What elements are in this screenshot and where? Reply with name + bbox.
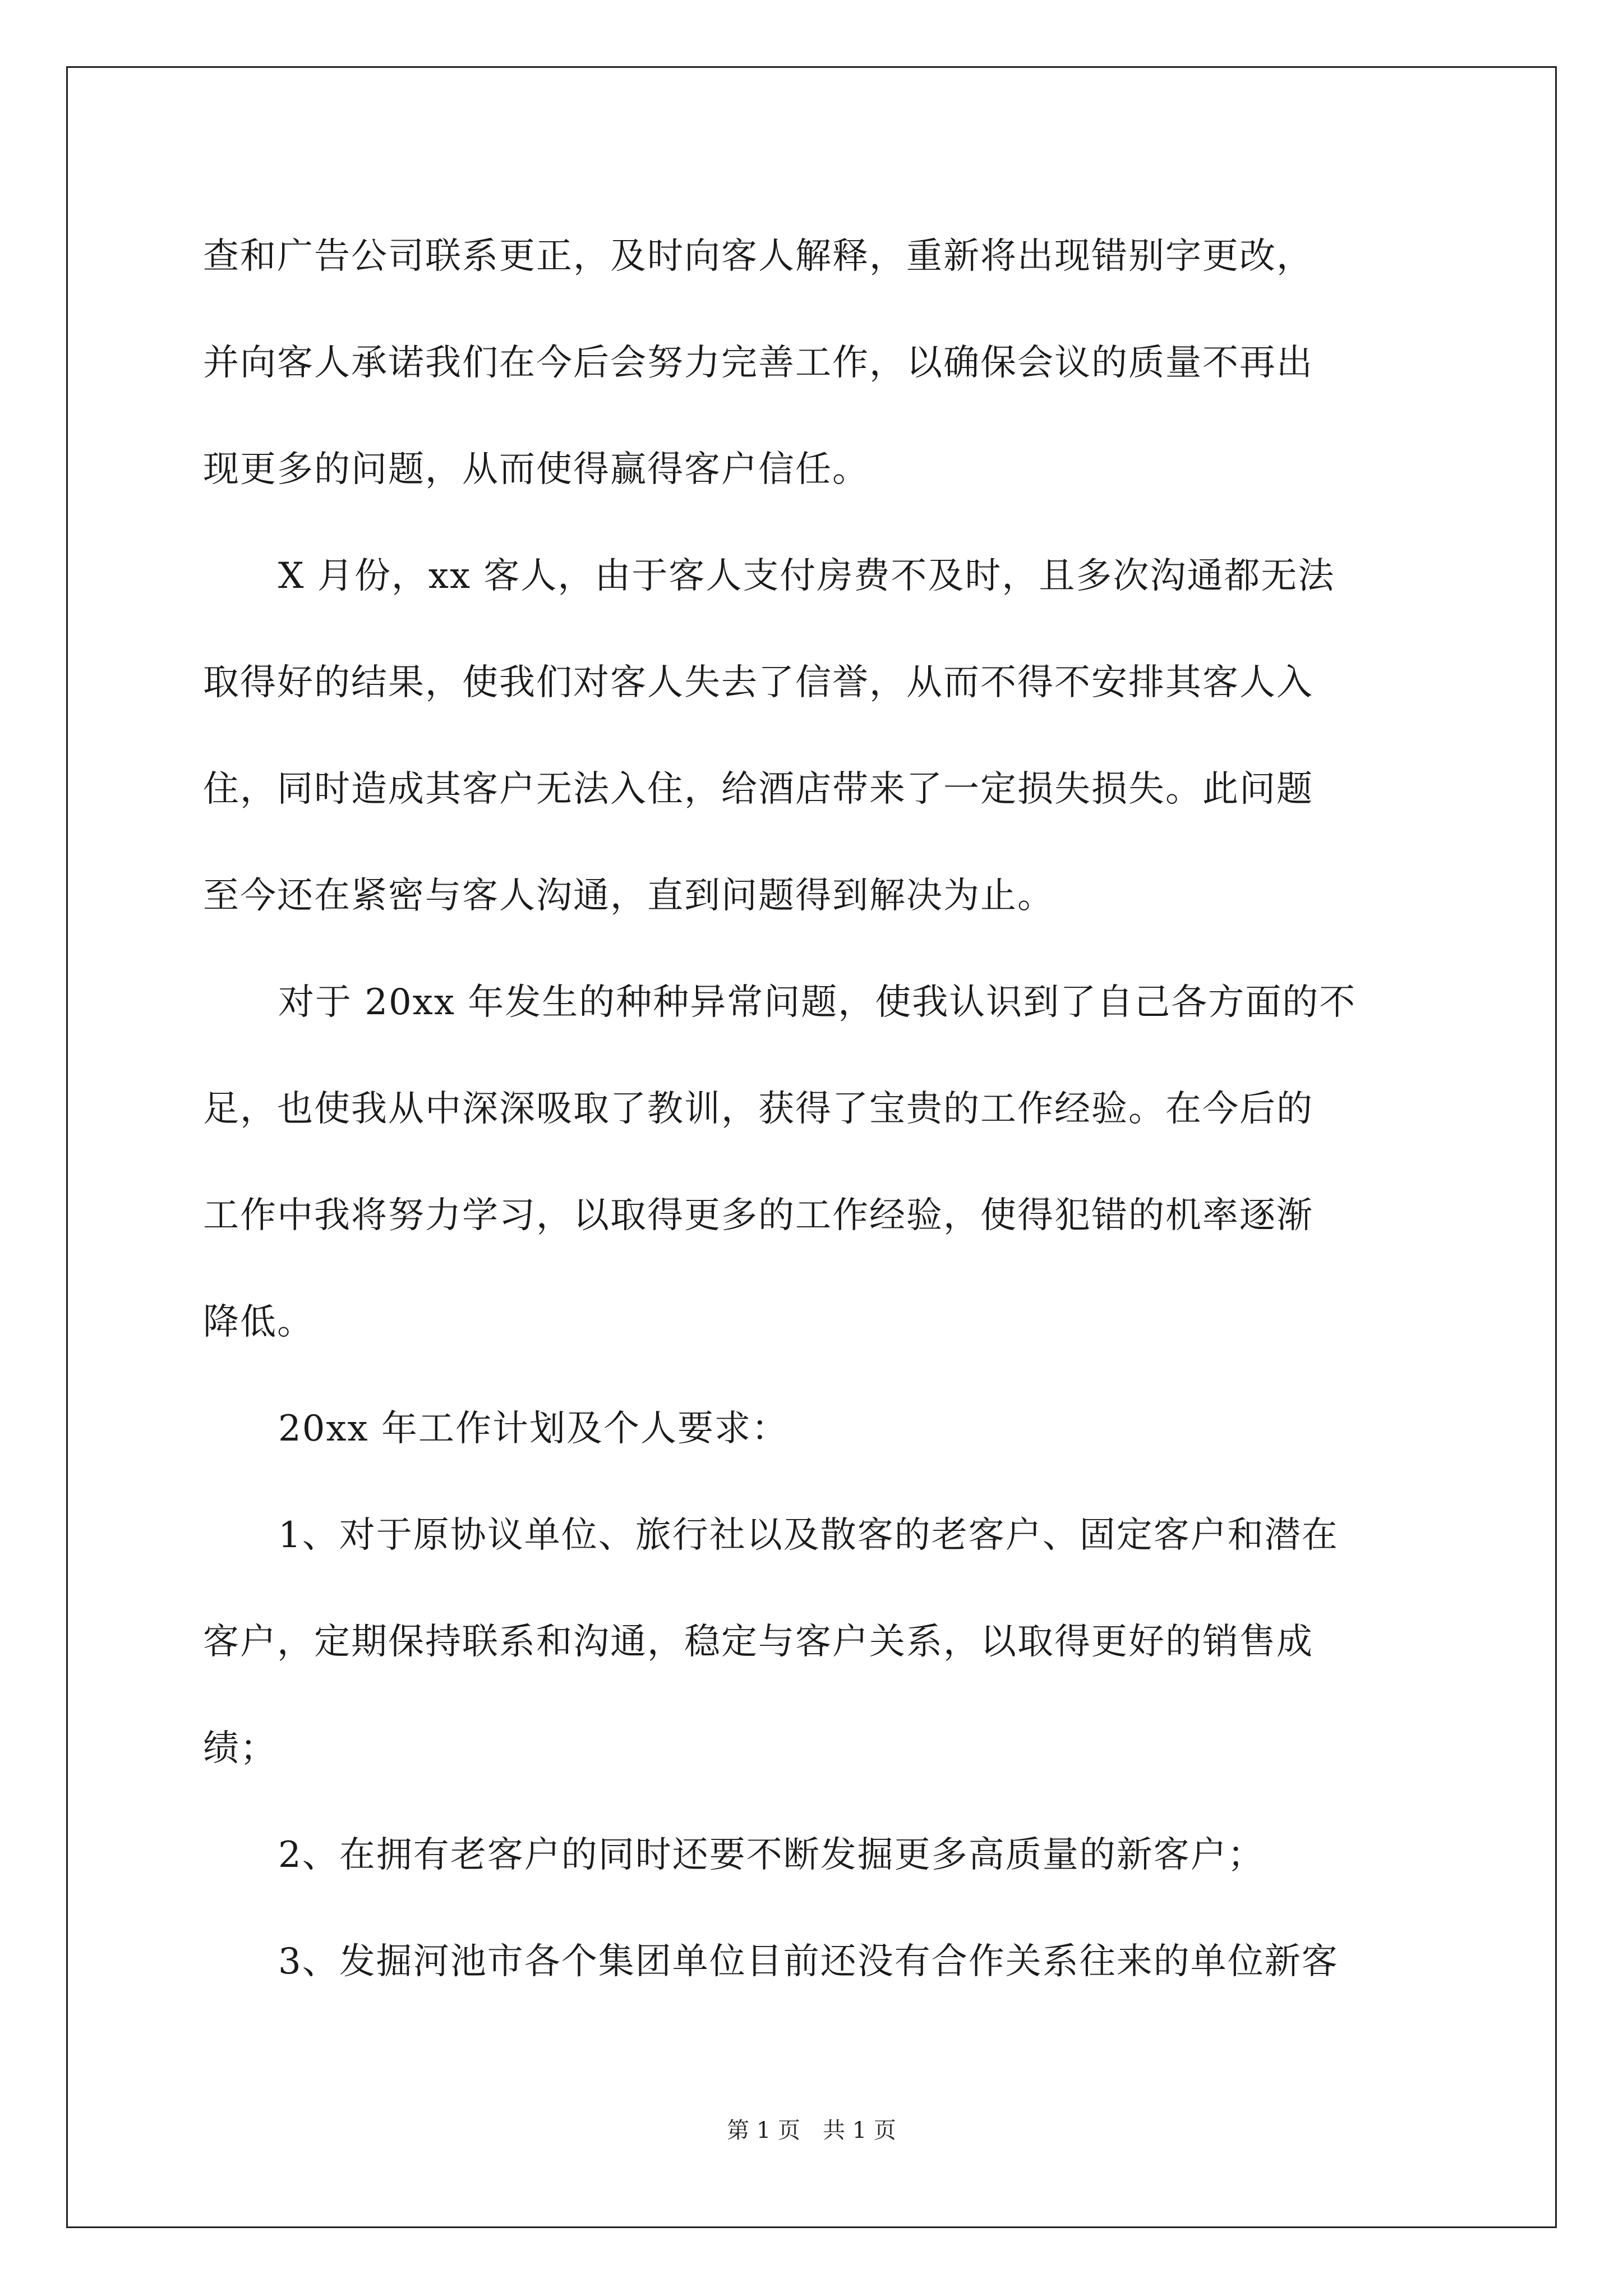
text-line: 并向客人承诺我们在今后会努力完善工作，以确保会议的质量不再出 (203, 342, 1313, 384)
document-body (203, 203, 1426, 2015)
text-line: 客户，定期保持联系和沟通，稳定与客户关系，以取得更好的销售成 (203, 1621, 1313, 1663)
text-line: 查和广告公司联系更正，及时向客人解释，重新将出现错别字更改， (203, 236, 1313, 277)
text-line: X 月份，xx 客人，由于客人支付房费不及时，且多次沟通都无法 (278, 555, 1335, 597)
text-line: 对于 20xx 年发生的种种异常问题，使我认识到了自己各方面的不 (278, 982, 1357, 1023)
text-line: 取得好的结果，使我们对客人失去了信誉，从而不得不安排其客人入 (203, 662, 1313, 703)
text-line: 至今还在紧密与客人沟通，直到问题得到解决为止。 (203, 875, 1054, 917)
text-line: 住，同时造成其客户无法入住，给酒店带来了一定损失损失。此问题 (203, 769, 1313, 810)
text-line: 2、在拥有老客户的同时还要不断发掘更多高质量的新客户； (278, 1834, 1265, 1876)
text-line: 绩； (203, 1728, 277, 1769)
text-line: 20xx 年工作计划及个人要求： (278, 1408, 789, 1450)
text-line: 降低。 (203, 1301, 314, 1343)
page-number-footer: 第 1 页 共 1 页 (727, 2118, 896, 2143)
text-line: 1、对于原协议单位、旅行社以及散客的老客户、固定客户和潜在 (278, 1515, 1339, 1556)
text-line: 现更多的问题，从而使得赢得客户信任。 (203, 449, 869, 490)
text-line: 工作中我将努力学习，以取得更多的工作经验，使得犯错的机率逐渐 (203, 1195, 1313, 1236)
text-line: 3、发掘河池市各个集团单位目前还没有合作关系往来的单位新客 (278, 1941, 1339, 1982)
text-line: 足，也使我从中深深吸取了教训，获得了宝贵的工作经验。在今后的 (203, 1088, 1313, 1130)
